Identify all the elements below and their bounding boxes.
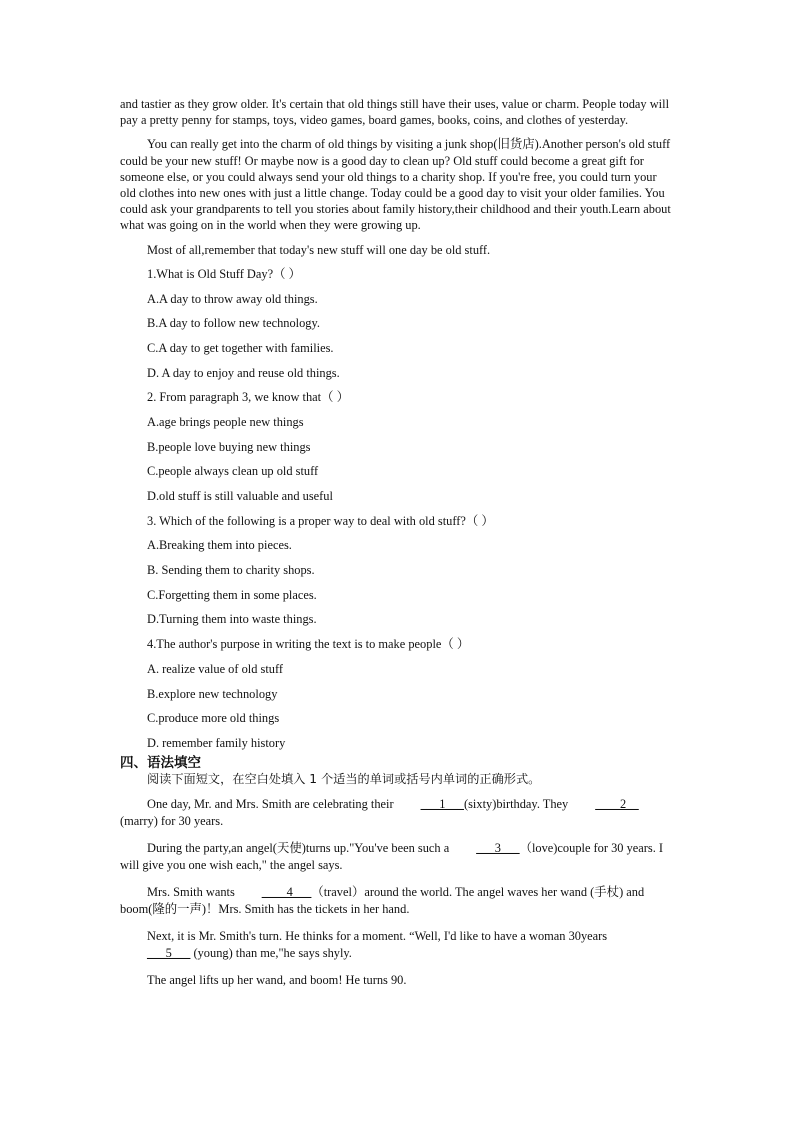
option-b: B.explore new technology xyxy=(147,686,278,701)
option-c: C.produce more old things xyxy=(147,711,280,726)
option-b: B.people love buying new things xyxy=(147,439,311,454)
cloze-text: （love)couple for 30 years. I will give you one wish each," the angel says. xyxy=(120,840,664,873)
cloze-text: One day, Mr. and Mrs. Smith are celebrating their xyxy=(147,796,394,811)
option-d: D. A day to enjoy and reuse old things. xyxy=(147,365,340,380)
section-instruction: 阅读下面短文，在空白处填入 1 个适当的单词或括号内单词的正确形式。 xyxy=(147,771,541,786)
cloze-text: (sixty)birthday. They xyxy=(463,796,569,811)
blank-5: ___5___ xyxy=(147,946,191,961)
blank-4: ____4___ xyxy=(261,884,312,899)
option-c: C.Forgetting them in some places. xyxy=(147,587,317,602)
option-c: C.A day to get together with families. xyxy=(147,340,334,355)
question-2 xyxy=(120,389,672,504)
option-d: D. remember family history xyxy=(147,735,286,750)
section-heading: 四、语法填空 xyxy=(120,754,201,771)
cloze-paragraph-1 xyxy=(120,796,672,831)
cloze-text: During the party,an angel(天使)turns up."You've been such a xyxy=(147,840,450,855)
cloze-text: (young) than me,"he says shyly. xyxy=(193,946,352,961)
question-1 xyxy=(120,266,672,381)
blank-2: ____2__ xyxy=(595,796,639,811)
question-stem: 4.The author's purpose in writing the text is to make people（ ） xyxy=(147,637,470,652)
question-stem: 1.What is Old Stuff Day?（ ） xyxy=(147,266,301,281)
cloze-paragraph-2 xyxy=(120,840,672,875)
option-d: D.Turning them into waste things. xyxy=(147,612,317,627)
option-b: B. Sending them to charity shops. xyxy=(147,563,315,578)
option-a: A.age brings people new things xyxy=(147,414,304,429)
option-a: A.A day to throw away old things. xyxy=(147,291,318,306)
question-3 xyxy=(120,513,672,628)
blank-1: ___1___ xyxy=(420,796,464,811)
question-stem: 2. From paragraph 3, we know that（ ） xyxy=(147,390,349,405)
option-a: A.Breaking them into pieces. xyxy=(147,538,292,553)
question-stem: 3. Which of the following is a proper way to deal with old stuff?（ ） xyxy=(147,513,494,528)
cloze-paragraph-5: The angel lifts up her wand, and boom! He turns 90. xyxy=(147,972,407,987)
cloze-text: Next, it is Mr. Smith's turn. He thinks for a moment. “Well, I'd like to have a woman 30years xyxy=(147,928,608,943)
cloze-text: (marry) for 30 years. xyxy=(120,814,224,829)
option-d: D.old stuff is still valuable and useful xyxy=(147,489,333,504)
paragraph-2: You can really get into the charm of old things by visiting a junk shop(旧货店).Another person's old stuff could be your new stuff! Or maybe now is a good day to clean up? Old stuff could become a great gift for someone else, or you could always send your old things to a charity shop. If you're free, you could turn your old clothes into new ones with just a little change. Today could be a good day to visit your older families. You could ask your grandparents to tell you stories about family history,their childhood and their youth.Learn about what was going on in the world when they were growing up. xyxy=(120,137,671,233)
cloze-text: Mrs. Smith wants xyxy=(147,884,235,899)
document-content xyxy=(120,96,672,998)
paragraph-3: Most of all,remember that today's new stuff will one day be old stuff. xyxy=(147,242,491,257)
option-a: A. realize value of old stuff xyxy=(147,661,284,676)
blank-3: ___3___ xyxy=(476,840,520,855)
option-b: B.A day to follow new technology. xyxy=(147,316,320,331)
cloze-paragraph-4 xyxy=(120,928,672,963)
question-4 xyxy=(120,636,672,751)
cloze-text: （travel）around the world. The angel waves her wand (手杖) and boom(隆的一声)！Mrs. Smith has the tickets in her hand. xyxy=(120,884,645,917)
cloze-paragraph-3 xyxy=(120,884,672,919)
paragraph-1: and tastier as they grow older. It's certain that old things still have their uses, value or charm. People today will pay a pretty penny for stamps, toys, video games, board games, books, coins, and clothes of yesterday. xyxy=(120,97,670,128)
option-c: C.people always clean up old stuff xyxy=(147,464,319,479)
